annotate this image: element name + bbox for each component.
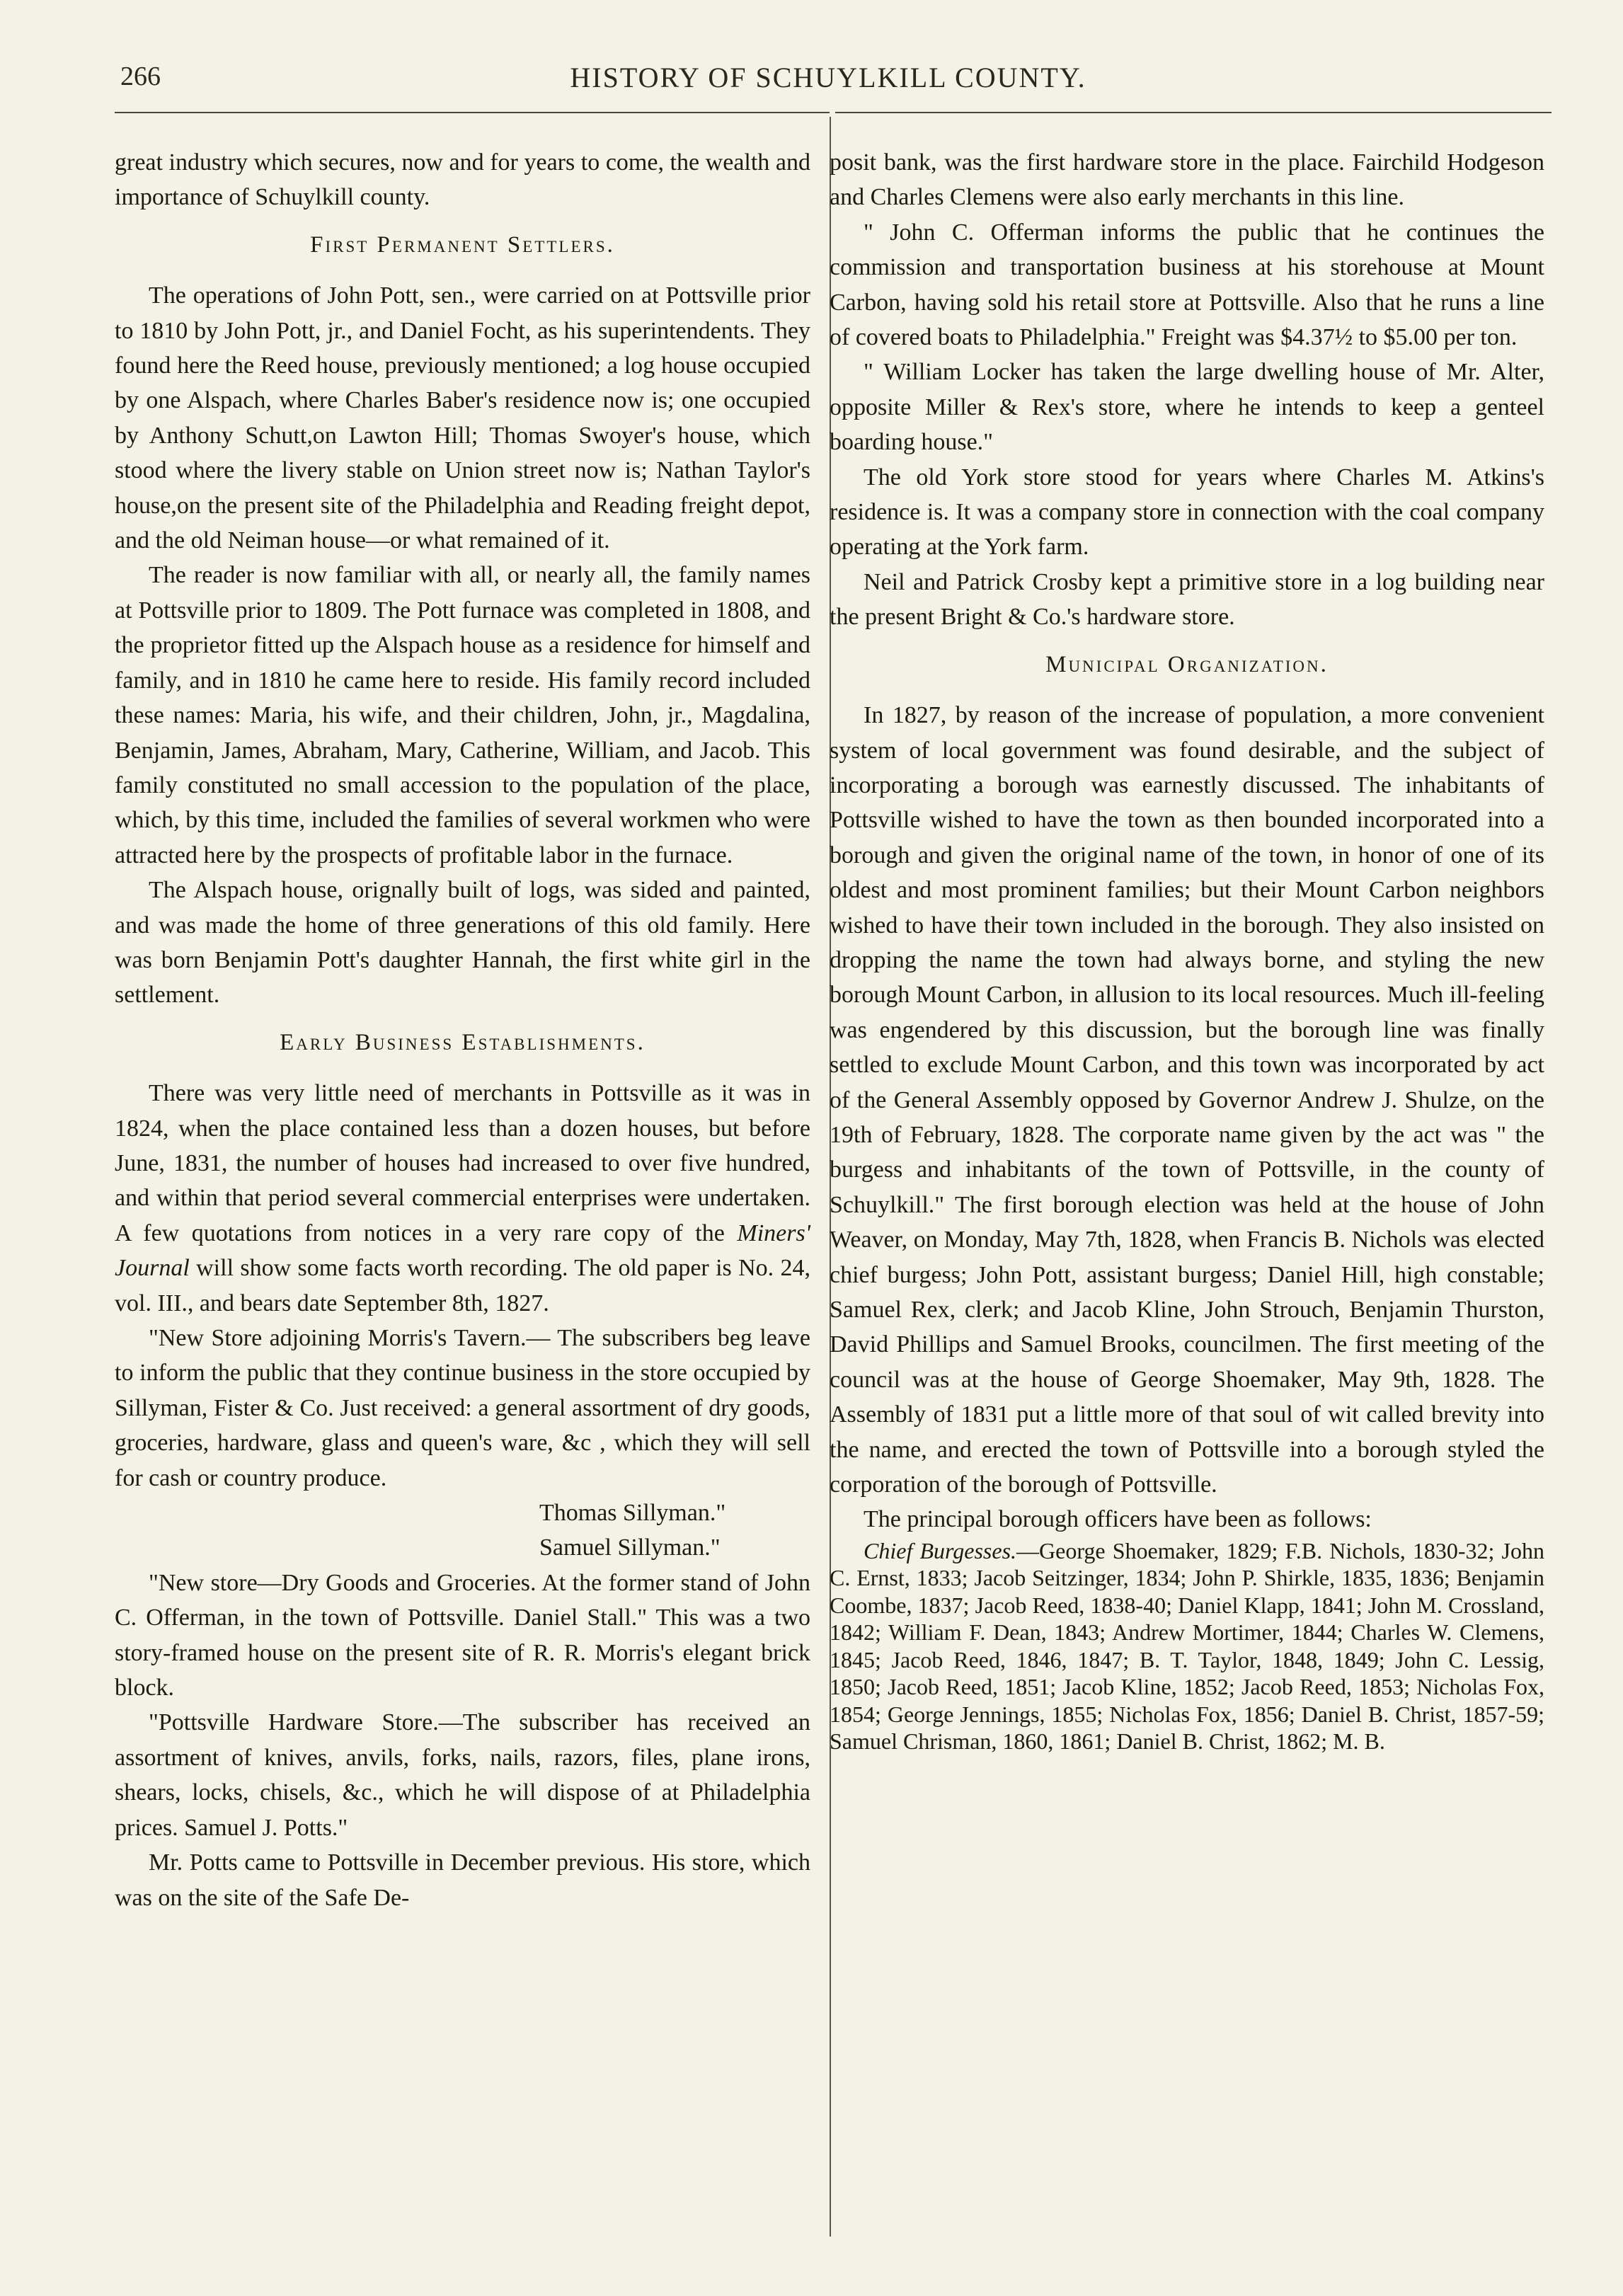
right-column xyxy=(830,145,1544,1755)
paragraph-text: will show some facts worth recording. The old paper is No. 24, vol. III., and bears date September 8th, 1827. xyxy=(115,1255,810,1316)
paragraph-text: There was very little need of merchants in Pottsville as it was in 1824, when the place contained less than a dozen houses, but before June, 1831, the number of houses had increased to over five hundred, and within that period several commercial enterprises were undertaken. A few quotations from notices in a very rare copy of the xyxy=(115,1080,810,1246)
paragraph xyxy=(115,1076,810,1321)
quotation: " William Locker has taken the large dwelling house of Mr. Alter, opposite Miller & Rex's store, where he intends to keep a genteel boarding house." xyxy=(830,359,1544,456)
paragraph: Neil and Patrick Crosby kept a primitive store in a log building near the present Bright & Co.'s hardware store. xyxy=(830,568,1544,631)
left-column xyxy=(115,145,810,1915)
list-text: —George Shoemaker, 1829; F.B. Nichols, 1830-32; John C. Ernst, 1833; Jacob Seitzinger, 1834; John P. Shirkle, 1835, 1836; Benjamin Coombe, 1837; Jacob Reed, 1838-40; Daniel Klapp, 1841; John M. Crossland, 1842; William F. Dean, 1843; Andrew Mortimer, 1844; Charles W. Clemens, 1845; Jacob Reed, 1846, 1847; B. T. Taylor, 1848, 1849; John C. Lessig, 1850; Jacob Reed, 1851; Jacob Kline, 1852; Jacob Reed, 1853; Nicholas Fox, 1854; George Jennings, 1855; Nicholas Fox, 1856; Daniel B. Christ, 1857-59; Samuel Chrisman, 1860, 1861; Daniel B. Christ, 1862; M. B. xyxy=(830,1537,1545,1755)
paragraph: The Alspach house, orignally built of logs, was sided and painted, and was made the home of three generations of this old family. Here was born Benjamin Pott's daughter Hannah, the first white girl in the settlement. xyxy=(115,877,810,1009)
page-header xyxy=(106,61,1550,103)
paragraph: great industry which secures, now and for years to come, the wealth and importance of Schuylkill county. xyxy=(115,149,810,211)
list-label: Chief Burgesses. xyxy=(864,1537,1017,1563)
newspaper-title: Miners' Journal xyxy=(115,1219,810,1282)
quotation: "Pottsville Hardware Store.—The subscriber has received an assortment of knives, anvils, forks, nails, razors, files, plane irons, shears, locks, chisels, &c., which he will dispose of at Philadelphia prices. Samuel J. Potts." xyxy=(115,1709,810,1841)
section-heading-first-permanent-settlers: First Permanent Settlers. xyxy=(310,231,615,258)
quotation: "New Store adjoining Morris's Tavern.— The subscribers beg leave to inform the public that they continue business in the store occupied by Sillyman, Fister & Co. Just received: a general assortment of dry goods, groceries, hardware, glass and queen's ware, &c , which they will sell for cash or country produce. xyxy=(115,1325,810,1491)
paragraph: The operations of John Pott, sen., were carried on at Pottsville prior to 1810 by John Pott, jr., and Daniel Focht, as his superintendents. They found here the Reed house, previously mentioned; a log house occupied by one Alspach, where Charles Baber's residence now is; one occupied by Anthony Schutt,on Lawton Hill; Thomas Swoyer's house, which stood where the livery stable on Union street now is; Nathan Taylor's house,on the present site of the Philadelphia and Reading freight depot, and the old Neiman house—or what remained of it. xyxy=(115,282,810,554)
page-number: 266 xyxy=(120,62,161,91)
running-head: HISTORY OF SCHUYLKILL COUNTY. xyxy=(570,62,1086,93)
header-rule-left xyxy=(115,112,830,113)
paragraph: Mr. Potts came to Pottsville in December previous. His store, which was on the site of the Safe De- xyxy=(115,1849,810,1911)
quotation: " John C. Offerman informs the public that he continues the commission and transportation business at his storehouse at Mount Carbon, having sold his retail store at Pottsville. Also that he runs a line of covered boats to Philadelphia." Freight was $4.37½ to $5.00 per ton. xyxy=(830,219,1544,351)
signature: Thomas Sillyman." xyxy=(539,1500,726,1527)
paragraph: The old York store stood for years where Charles M. Atkins's residence is. It was a company store in connection with the coal company operating at the York farm. xyxy=(830,464,1544,561)
paragraph: posit bank, was the first hardware store in the place. Fairchild Hodgeson and Charles Clemens were also early merchants in this line. xyxy=(830,149,1544,211)
paragraph: In 1827, by reason of the increase of population, a more convenient system of local government was found desirable, and the subject of incorporating a borough was earnestly discussed. The inhabitants of Pottsville wished to have the town as then bounded incorporated into a borough and given the original name of the town, in honor of one of its oldest and most prominent families; but their Mount Carbon neighbors wished to have their town included in the borough. They also insisted on dropping the name the town had always borne, and styling the new borough Mount Carbon, in allusion to its local resources. Much ill-feeling was engendered by this discussion, but the borough line was finally settled to exclude Mount Carbon, and this town was incorporated by act of the General Assembly opposed by Governor Andrew J. Shulze, on the 19th of February, 1828. The corporate name given by the act was " the burgess and inhabitants of the town of Pottsville, in the county of Schuylkill." The first borough election was held at the house of John Weaver, on Monday, May 7th, 1828, when Francis B. Nichols was elected chief burgess; John Pott, assistant burgess; Daniel Hill, high constable; Samuel Rex, clerk; and Jacob Kline, John Strouch, Benjamin Thurston, David Phillips and Samuel Brooks, councilmen. The first meeting of the council was at the house of George Shoemaker, May 9th, 1828. The Assembly of 1831 put a little more of that soul of wit called brevity into the name, and erected the town of Pottsville into a borough styled the corporation of the borough of Pottsville. xyxy=(830,702,1544,1498)
section-heading-municipal-organization: Municipal Organization. xyxy=(1045,651,1329,677)
quotation: "New store—Dry Goods and Groceries. At the former stand of John C. Offerman, in the town of Pottsville. Daniel Stall." This was a two story-framed house on the present site of R. R. Morris's elegant brick block. xyxy=(115,1569,810,1701)
signature: Samuel Sillyman." xyxy=(539,1534,721,1561)
chief-burgesses-list xyxy=(830,1537,1544,1755)
paragraph: The reader is now familiar with all, or nearly all, the family names at Pottsville prior to 1809. The Pott furnace was completed in 1808, and the proprietor fitted up the Alspach house as a residence for himself and family, and in 1810 he came here to reside. His family record included these names: Maria, his wife, and their children, John, jr., Magdalina, Benjamin, James, Abraham, Mary, Catherine, William, and Jacob. This family constituted no small accession to the population of the place, which, by this time, included the families of several workmen who were attracted here by the prospects of profitable labor in the furnace. xyxy=(115,562,810,868)
paragraph: The principal borough officers have been as follows: xyxy=(864,1506,1372,1533)
header-rule-right xyxy=(835,112,1552,113)
section-heading-early-business-establishments: Early Business Establishments. xyxy=(280,1029,646,1055)
